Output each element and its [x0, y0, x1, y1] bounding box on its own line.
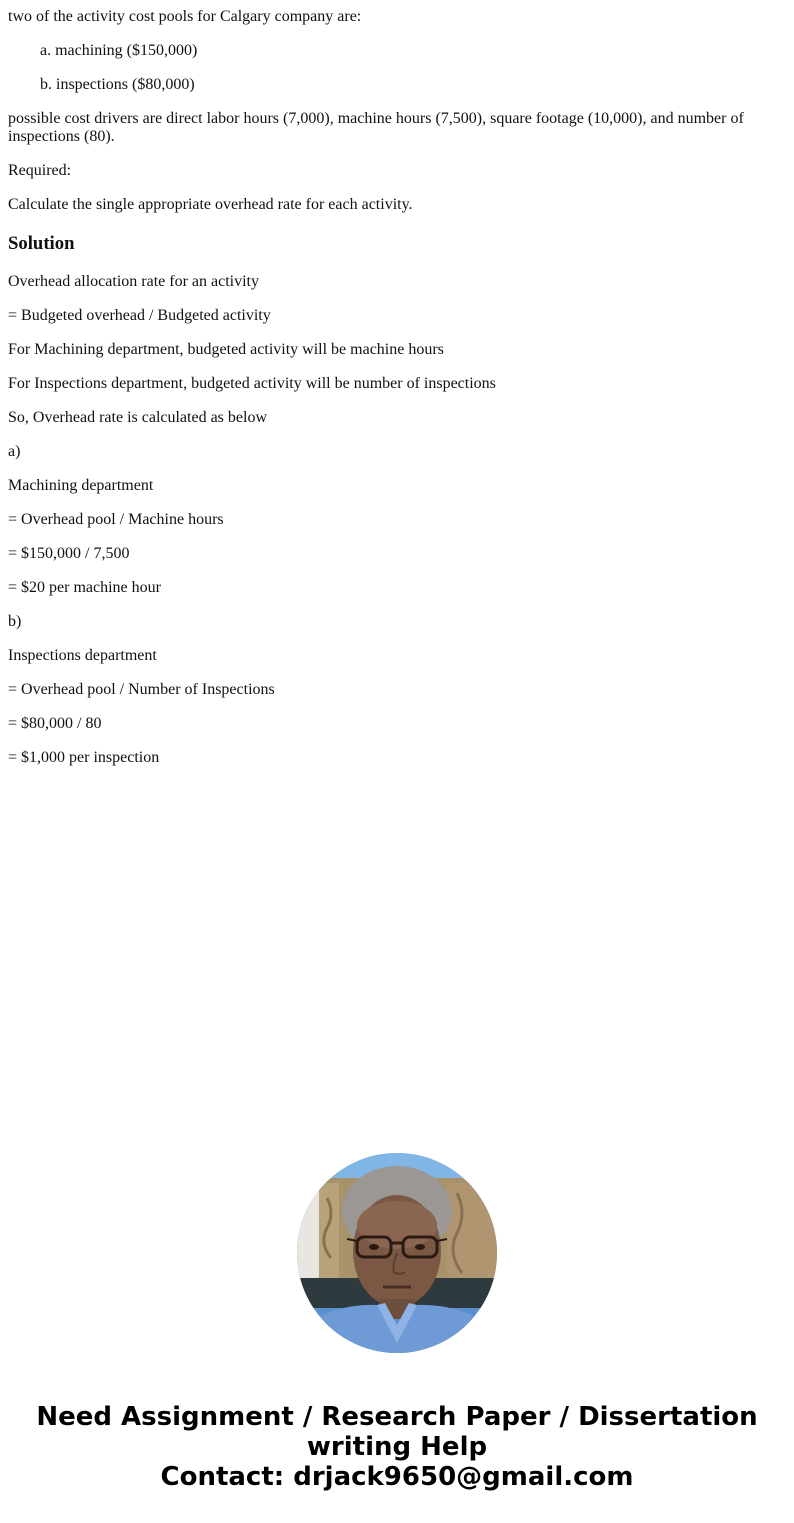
part-b-substitution: = $80,000 / 80 [8, 715, 102, 732]
promo-contact: Contact: drjack9650@gmail.com [160, 1462, 634, 1492]
solution-line: So, Overhead rate is calculated as below [8, 409, 268, 426]
solution-line: = Budgeted overhead / Budgeted activity [8, 307, 271, 324]
solution-heading: Solution [8, 233, 75, 254]
promo-line-1: Need Assignment / Research Paper / Dissertation [36, 1402, 758, 1432]
question-intro: two of the activity cost pools for Calgary company are: [8, 8, 362, 25]
solution-line: For Inspections department, budgeted activity will be number of inspections [8, 375, 496, 392]
part-b-formula: = Overhead pool / Number of Inspections [8, 681, 275, 698]
part-a-formula: = Overhead pool / Machine hours [8, 511, 224, 528]
promo-line-2: writing Help [306, 1432, 488, 1462]
part-a-title: Machining department [8, 477, 154, 494]
cost-pool-machining: a. machining ($150,000) [40, 42, 198, 59]
cost-pool-inspections: b. inspections ($80,000) [40, 76, 195, 93]
part-a-label: a) [8, 443, 21, 460]
avatar [297, 1153, 497, 1353]
avatar-portrait-icon [297, 1153, 497, 1353]
part-a-result: = $20 per machine hour [8, 579, 161, 596]
part-b-label: b) [8, 613, 22, 630]
promo-banner [0, 1402, 794, 1492]
task-text: Calculate the single appropriate overhead rate for each activity. [8, 196, 413, 213]
part-a-substitution: = $150,000 / 7,500 [8, 545, 130, 562]
cost-drivers: possible cost drivers are direct labor hours (7,000), machine hours (7,500), square footage (10,000), and number of inspections (80). [8, 110, 744, 145]
solution-line: Overhead allocation rate for an activity [8, 273, 259, 290]
solution-line: For Machining department, budgeted activity will be machine hours [8, 341, 444, 358]
required-label: Required: [8, 162, 72, 179]
part-b-title: Inspections department [8, 647, 157, 664]
part-b-result: = $1,000 per inspection [8, 749, 160, 766]
